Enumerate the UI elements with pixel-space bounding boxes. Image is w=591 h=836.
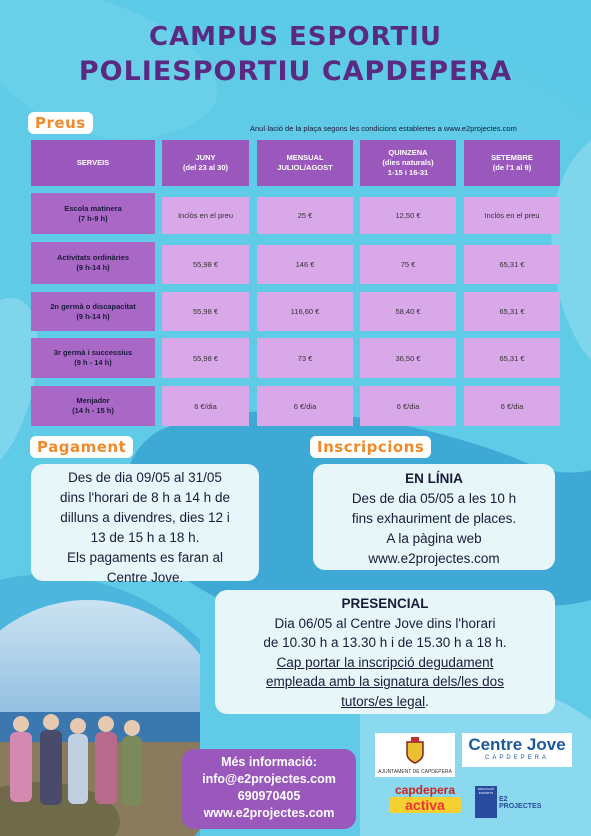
cancellation-note: Anul·lació de la plaça segons les condicions establertes a www.e2projectes.com [250,124,517,133]
price-cell: 55,98 € [162,245,249,284]
price-cell: 116,60 € [257,292,353,331]
group-photo [0,592,200,836]
presencial-underlined: empleada amb la signatura dels/les dos [266,674,504,689]
presencial-line: Dia 06/05 al Centre Jove dins l'horari [274,615,496,631]
title-line1: CAMPUS ESPORTIU [148,22,443,52]
price-cell: 65,31 € [464,292,560,331]
price-cell: 6 €/dia [464,386,560,426]
header-quinzena: QUINZENA (dies naturals) 1-15 i 16-31 [360,140,456,186]
presencial-underlined: Cap portar la inscripció degudament [276,654,494,670]
ajuntament-text: AJUNTAMENT DE CAPDEPERA [378,769,452,775]
en-linia-line: fins exhauriment de places. [351,511,517,526]
presencial-underlined: tutors/es legal [341,693,426,709]
en-linia-line: A la pàgina web [386,531,482,546]
en-linia-box [313,464,555,570]
capdepera-activa-logo [389,783,461,823]
price-cell: 55,98 € [162,292,249,331]
header-serveis: SERVEIS [31,140,155,186]
e2-projectes-logo [475,786,547,820]
e2-small: EDUCACIÓ ESPORTS [478,787,494,795]
ajuntament-logo [375,733,455,777]
en-linia-line: Des de dia 05/05 a les 10 h [351,491,517,506]
pagament-line: Els pagaments es faran al [66,550,224,565]
pagament-line: Des de dia 09/05 al 31/05 [68,470,222,485]
row-label-3r-germa: 3r germà i successius (9 h - 14 h) [31,338,155,378]
price-cell: 6 €/dia [360,386,456,426]
price-cell: 25 € [257,197,353,234]
centre-jove-sub: CAPDEPERA [484,755,549,761]
price-cell: 6 €/dia [162,386,249,426]
inscripcions-tag: Inscripcions [310,436,431,458]
price-cell: 55,98 € [162,338,249,378]
title-line2: POLIESPORTIU CAPDEPERA [78,56,513,87]
pagament-line: Centre Jove. [106,570,184,585]
row-label-activitats: Activitats ordinàries (9 h-14 h) [31,242,155,284]
coat-of-arms-icon [403,736,427,764]
price-cell: 58,40 € [360,292,456,331]
centre-jove-logo [462,733,572,767]
header-juny: JUNY (del 23 al 30) [162,140,249,186]
header-setembre: SETEMBRE (de l'1 al 9) [464,140,560,186]
price-cell: 12,50 € [360,197,456,234]
pagament-tag: Pagament [30,436,133,458]
pagament-box [31,464,259,585]
presencial-period: . [425,693,429,709]
capdepera-text: capdepera [394,783,456,797]
en-linia-title: EN LÍNIA [405,471,463,486]
info-title: Més informació: [221,755,317,769]
activa-text: activa [389,797,461,813]
price-cell: 65,31 € [464,338,560,378]
price-cell: 6 €/dia [257,386,353,426]
row-label-2n-germa: 2n germà o discapacitat (9 h-14 h) [31,292,155,331]
presencial-last-line [215,692,555,712]
header-mensual: MENSUAL JULIOL/AGOST [257,140,353,186]
price-cell: 36,50 € [360,338,456,378]
pagament-line: dilluns a divendres, dies 12 i [60,510,230,525]
price-cell: 146 € [257,245,353,284]
e2-text: E2 PROJECTES [499,796,542,810]
row-label-menjador: Menjador (14 h - 15 h) [31,386,155,426]
info-web[interactable]: www.e2projectes.com [203,806,335,820]
presencial-line: de 10.30 h a 13.30 h i de 15.30 h a 18 h. [263,635,507,650]
pagament-line: dins l'horari de 8 h a 14 h de [60,490,230,505]
price-cell: 75 € [360,245,456,284]
price-cell: 73 € [257,338,353,378]
price-cell: Inclòs en el preu [464,197,560,234]
centre-jove-text: Centre Jove [468,735,566,754]
info-phone[interactable]: 690970405 [237,789,301,803]
info-box [182,749,356,829]
en-linia-web[interactable]: www.e2projectes.com [368,551,500,566]
preus-tag: Preus [28,112,93,134]
info-email[interactable]: info@e2projectes.com [202,772,336,786]
presencial-box [215,590,555,714]
row-label-escola-matinera: Escola matinera (7 h-9 h) [31,193,155,234]
presencial-title: PRESENCIAL [341,596,429,611]
price-cell: 65,31 € [464,245,560,284]
price-cell: Inclòs en el preu [162,197,249,234]
pagament-line: 13 de 15 h a 18 h. [90,530,200,545]
